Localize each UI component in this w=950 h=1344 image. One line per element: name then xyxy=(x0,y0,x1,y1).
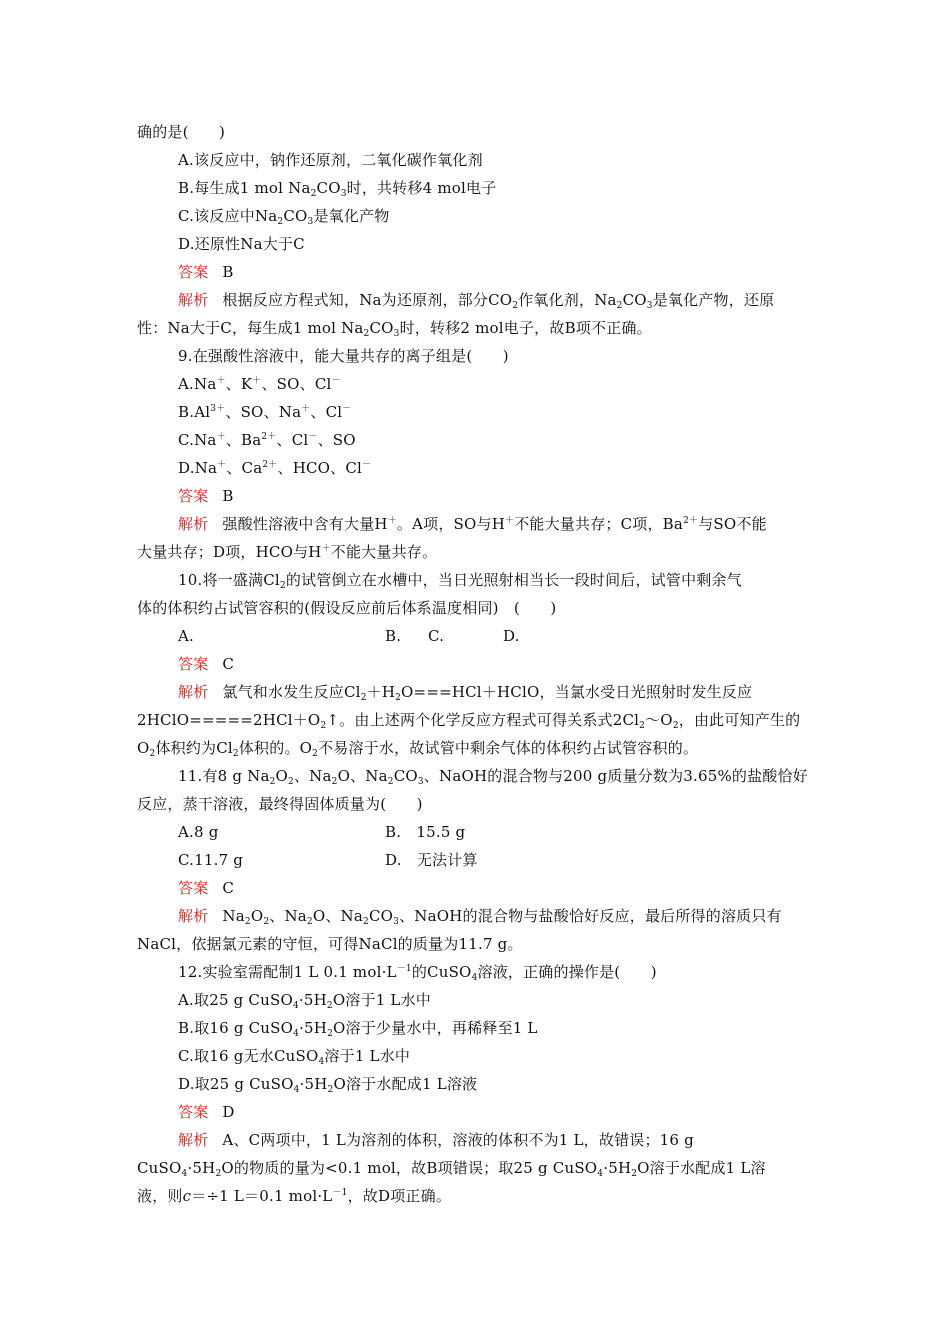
q11-stem-line-2: 反应，蒸干溶液，最终得固体质量为( ) xyxy=(137,795,423,813)
q11-analysis-line-1: 解析 $Na_2O_2$、$Na_2O$、$Na_2CO_3$、NaOH的混合物与盐酸恰好反应，最后所得的溶质只有 xyxy=(178,907,782,927)
q8-option-a: A.该反应中，钠作还原剂，二氧化碳作氧化剂 xyxy=(178,151,483,169)
q10-option-b: B. xyxy=(385,627,402,645)
q12-analysis-line-3: 液，则c＝÷1 L＝0.1 $mol\cdot L^{-1}$，故D项正确。 xyxy=(137,1187,452,1205)
analysis-label: 解析 xyxy=(178,515,209,533)
analysis-label: 解析 xyxy=(178,683,209,701)
q10-option-c: C. xyxy=(428,627,445,645)
q10-stem-line-1: 10.将一盛满$Cl_2$的试管倒立在水槽中，当日光照射相当长一段时间后，试管中剩余气 xyxy=(178,571,742,591)
q8-option-c: C.该反应中$Na_2CO_3$是氧化产物 xyxy=(178,207,390,227)
q10-analysis-line-3: $O_2$体积约为$Cl_2$体积的。$O_2$不易溶于水，故试管中剩余气体的体积约占试管容积的。 xyxy=(137,739,699,759)
q12-analysis-line-2: $CuSO_4\cdot 5H_2O$的物质的量为<0.1 mol，故B项错误；取25 g $CuSO_4\cdot 5H_2O$溶于水配成1 L溶 xyxy=(137,1159,766,1179)
q10-option-d: D. xyxy=(503,627,520,645)
q9-analysis-line-2: 大量共存；D项，HCO与H＋不能大量共存。 xyxy=(137,543,438,561)
q9-option-d: D.Na＋、$Ca^{2+}$、HCO、Cl－ xyxy=(178,459,372,477)
q11-option-b: B. 15.5 g xyxy=(385,823,466,841)
q10-options xyxy=(178,626,578,646)
q10-analysis-line-1: 解析 氯气和水发生反应$Cl_2+H_2O===HCl+HClO$，当氯水受日光照射时发生反应 xyxy=(178,683,753,703)
answer-label: 答案 xyxy=(178,1103,209,1121)
q12-option-d: D.取25 g $CuSO_4\cdot 5H_2O$溶于水配成1 L溶液 xyxy=(178,1075,478,1095)
answer-label: 答案 xyxy=(178,263,209,281)
q10-answer: 答案 C xyxy=(178,655,235,673)
q10-analysis-line-2: $2HClO=====2HCl+O_2↑$。由上述两个化学反应方程式可得关系式$2Cl_2\sim O_2$，由此可知产生的 xyxy=(137,711,801,731)
q9-option-b: $B.Al^{3+}$、SO、Na＋、Cl－ xyxy=(178,403,352,421)
q12-option-b: B.取16 g $CuSO_4\cdot 5H_2O$溶于少量水中，再稀释至1 L xyxy=(178,1019,538,1039)
answer-label: 答案 xyxy=(178,655,209,673)
q8-analysis-line-1: 解析 根据反应方程式知，Na为还原剂，部分$CO_2$作氧化剂，$Na_2CO_3$是氧化产物，还原 xyxy=(178,291,775,311)
q11-stem-line-1: 11.有8 g $Na_2O_2$、$Na_2O$、$Na_2CO_3$、NaOH的混合物与200 g质量分数为3.65%的盐酸恰好 xyxy=(178,767,808,787)
q9-option-a: A.Na＋、K＋、SO、Cl－ xyxy=(178,375,341,393)
q8-answer: 答案 B xyxy=(178,263,234,281)
analysis-label: 解析 xyxy=(178,291,209,309)
q11-options-row-1 xyxy=(178,822,578,842)
q11-answer: 答案 C xyxy=(178,879,235,897)
q11-analysis-line-2: NaCl，依据氯元素的守恒，可得NaCl的质量为11.7 g。 xyxy=(137,935,523,953)
q12-option-c: C.取16 g无水CuSO$_4$溶于1 L水中 xyxy=(178,1047,411,1067)
q9-option-c: C.Na＋、$Ba^{2+}$、Cl－、SO xyxy=(178,431,356,449)
q8-option-b: B.每生成1 mol $Na_2CO_3$时，共转移4 mol电子 xyxy=(178,179,497,199)
q11-options-row-2 xyxy=(178,850,578,870)
analysis-label: 解析 xyxy=(178,907,209,925)
q12-answer: 答案 D xyxy=(178,1103,235,1121)
q10-stem-line-2: 体的体积约占试管容积的(假设反应前后体系温度相同) ( ) xyxy=(137,599,557,617)
q12-analysis-line-1: 解析 A、C两项中，1 L为溶剂的体积，溶液的体积不为1 L，故错误；16 g xyxy=(178,1131,694,1149)
q10-option-a: A. xyxy=(178,627,195,645)
answer-label: 答案 xyxy=(178,879,209,897)
q9-answer: 答案 B xyxy=(178,487,234,505)
analysis-label: 解析 xyxy=(178,1131,209,1149)
answer-label: 答案 xyxy=(178,487,209,505)
q8-analysis-line-2: 性：Na大于C，每生成1 mol $Na_2CO_3$时，转移2 mol电子，故B项不正确。 xyxy=(137,319,652,339)
q11-option-a: A.8 g xyxy=(178,823,219,841)
q11-option-c: C.11.7 g xyxy=(178,851,244,869)
q9-analysis-line-1: 解析 强酸性溶液中含有大量H＋。A项，SO与H＋不能大量共存；C项，$Ba^{2+}$与SO不能 xyxy=(178,515,767,533)
q8-option-d: D.还原性Na大于C xyxy=(178,235,305,253)
q12-stem: 12.实验室需配制1 L 0.1 $mol\cdot L^{-1}$的CuSO$_4$溶液，正确的操作是( ) xyxy=(178,963,657,983)
q12-option-a: A.取25 g $CuSO_4\cdot 5H_2O$溶于1 L水中 xyxy=(178,991,431,1011)
q8-stem-tail: 确的是( ) xyxy=(137,123,226,141)
q11-option-d: D. 无法计算 xyxy=(385,851,478,869)
q9-stem: 9.在强酸性溶液中，能大量共存的离子组是( ) xyxy=(178,347,509,365)
